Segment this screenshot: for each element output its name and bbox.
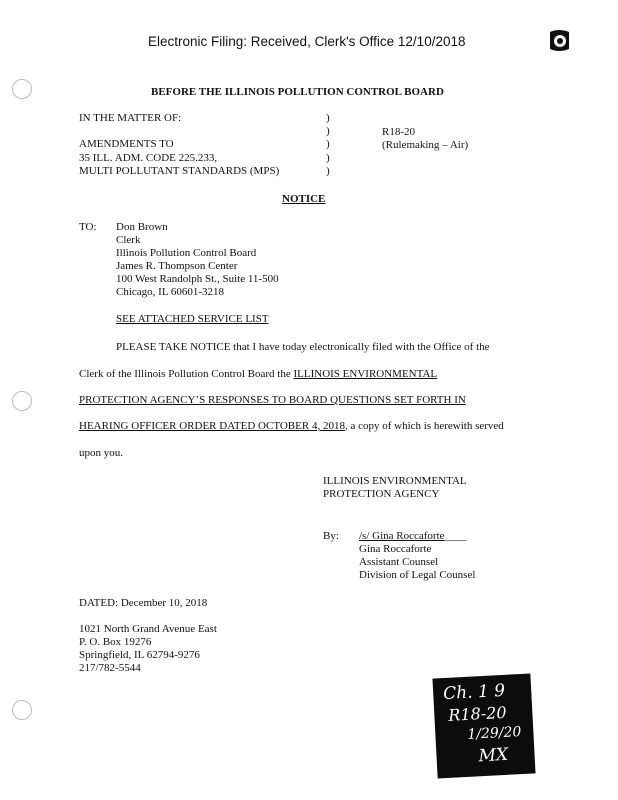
- signer-title: Assistant Counsel: [359, 556, 439, 568]
- filing-title: HEARING OFFICER ORDER DATED OCTOBER 4, 2018: [79, 420, 345, 432]
- stamp-line: 1/29/20: [467, 724, 522, 743]
- addressee-line: Chicago, IL 60601-3218: [116, 286, 225, 298]
- punch-hole-top: [12, 79, 32, 99]
- punch-hole-middle: [12, 391, 32, 411]
- body-line: upon you.: [79, 447, 123, 459]
- body-line: PLEASE TAKE NOTICE that I have today electronically filed with the Office of the: [116, 341, 490, 353]
- address-line: 1021 North Grand Avenue East: [79, 623, 217, 635]
- signer-division: Division of Legal Counsel: [359, 569, 476, 581]
- caption-paren: ): [326, 165, 330, 177]
- filing-stamp-header: Electronic Filing: Received, Clerk's Office 12/10/2018: [148, 34, 466, 49]
- agency-line: PROTECTION AGENCY: [323, 488, 440, 500]
- caption-paren: ): [326, 112, 330, 124]
- addressee-line: James R. Thompson Center: [116, 260, 238, 272]
- body-text: , a copy of which is herewith served: [344, 420, 504, 432]
- filing-title: ILLINOIS ENVIRONMENTAL: [293, 368, 438, 380]
- agency-line: ILLINOIS ENVIRONMENTAL: [323, 475, 467, 487]
- addressee-line: 100 West Randolph St., Suite 11-500: [116, 273, 279, 285]
- punch-hole-bottom: [12, 700, 32, 720]
- caption-line: IN THE MATTER OF:: [79, 112, 182, 124]
- case-number: R18-20: [382, 126, 415, 138]
- body-line: [79, 420, 504, 433]
- document-title: BEFORE THE ILLINOIS POLLUTION CONTROL BOARD: [151, 86, 444, 98]
- electronic-signature: /s/ Gina Roccaforte____: [359, 530, 467, 542]
- stamp-line: MX: [478, 744, 509, 767]
- case-type: (Rulemaking – Air): [382, 139, 469, 151]
- caption-line: MULTI POLLUTANT STANDARDS (MPS): [79, 165, 280, 177]
- to-label: TO:: [79, 221, 97, 233]
- by-label: By:: [323, 530, 339, 542]
- caption-line: 35 ILL. ADM. CODE 225.233,: [79, 152, 218, 164]
- stamp-line: R18-20: [447, 702, 507, 725]
- addressee-line: Clerk: [116, 234, 141, 246]
- caption-paren: ): [326, 152, 330, 164]
- body-text: Clerk of the Illinois Pollution Control Board the: [79, 368, 294, 380]
- body-line: [79, 368, 437, 381]
- caption-paren: ): [326, 125, 330, 137]
- stamp-logo-icon: [547, 28, 572, 53]
- caption-line: AMENDMENTS TO: [79, 138, 174, 150]
- address-line: P. O. Box 19276: [79, 636, 152, 648]
- address-line: 217/782-5544: [79, 662, 141, 674]
- service-list-link: SEE ATTACHED SERVICE LIST: [116, 313, 269, 325]
- filing-title: PROTECTION AGENCY’S RESPONSES TO BOARD QUESTIONS SET FORTH IN: [79, 394, 466, 406]
- stamp-line: Ch. 1 9: [442, 680, 506, 705]
- date-line: DATED: December 10, 2018: [79, 597, 208, 609]
- address-line: Springfield, IL 62794-9276: [79, 649, 200, 661]
- addressee-line: Don Brown: [116, 221, 168, 233]
- signer-name: Gina Roccaforte: [359, 543, 432, 555]
- caption-paren: ): [326, 138, 330, 150]
- notice-heading: NOTICE: [282, 193, 326, 205]
- addressee-line: Illinois Pollution Control Board: [116, 247, 257, 259]
- handwritten-receipt-stamp: [432, 674, 535, 779]
